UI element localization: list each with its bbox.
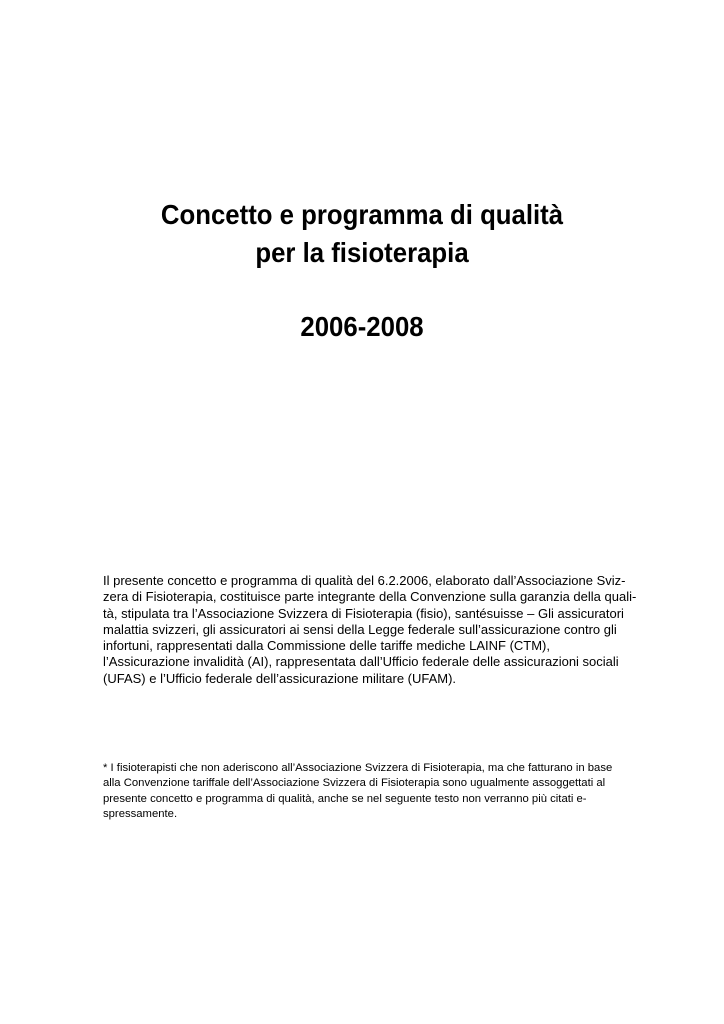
intro-line-5: infortuni, rappresentati dalla Commissione delle tariffe mediche LAINF (CTM), bbox=[103, 638, 550, 654]
intro-paragraph bbox=[103, 573, 663, 687]
intro-line-6: l’Assicurazione invalidità (AI), rappresentata dall’Ufficio federale delle assicurazioni sociali bbox=[103, 654, 619, 670]
title-line-1: Concetto e programma di qualità bbox=[160, 199, 564, 230]
intro-line-1: Il presente concetto e programma di qualità del 6.2.2006, elaborato dall’Associazione Sviz- bbox=[103, 573, 626, 588]
footnote-line-3: presente concetto e programma di qualità, anche se nel seguente testo non verranno più citati e- bbox=[103, 792, 587, 805]
footnote-line-1: * I fisioterapisti che non aderiscono all’Associazione Svizzera di Fisioterapia, ma che fatturano in base bbox=[103, 762, 613, 774]
intro-line-7: (UFAS) e l’Ufficio federale dell’assicurazione militare (UFAM). bbox=[103, 670, 457, 686]
footnote-line-4: spressamente. bbox=[103, 808, 178, 821]
intro-line-4: malattia svizzeri, gli assicuratori ai sensi della Legge federale sull’assicurazione contro gli bbox=[103, 621, 617, 637]
intro-line-2: zera di Fisioterapia, costituisce parte integrante della Convenzione sulla garanzia della quali- bbox=[103, 589, 637, 605]
document-years: 2006-2008 bbox=[300, 311, 424, 342]
footnote-line-2: alla Convenzione tariffale dell’Associazione Svizzera di Fisioterapia sono ugualmente assoggettati al bbox=[103, 777, 606, 790]
footnote bbox=[103, 761, 663, 823]
document-title bbox=[0, 196, 724, 272]
title-line-2: per la fisioterapia bbox=[255, 237, 469, 268]
intro-line-3: tà, stipulata tra l’Associazione Svizzera di Fisioterapia (fisio), santésuisse – Gli assicuratori bbox=[103, 605, 624, 621]
